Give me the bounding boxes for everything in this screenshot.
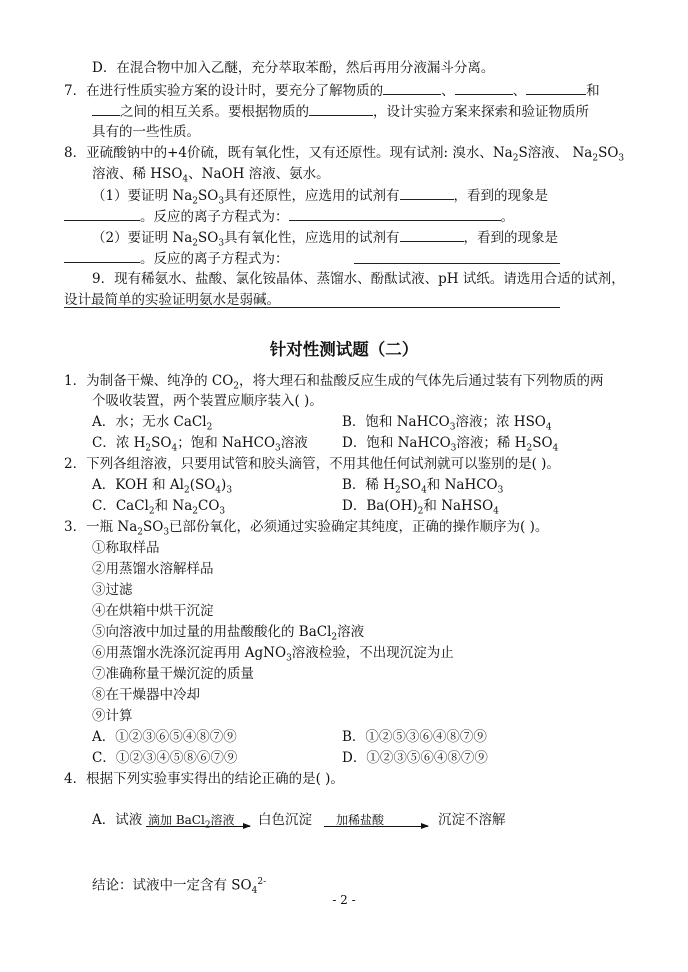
q3-step-6-text-b: 溶液检验，不出现沉淀为止: [291, 645, 454, 661]
question-8-line-1: 8．亚硫酸钠中的+4价硫，既有氧化性，又有还原性。现有试剂: 溴水、$Na_2S$溶液、 $Na_2SO_3$: [64, 145, 625, 164]
question-8-part-2-line-2: [64, 248, 289, 269]
sub: 2: [145, 443, 152, 454]
reagent-1-text-b: 溶液: [210, 813, 235, 827]
q2-option-b[interactable]: B．稀 $H_2SO_4$和 NaHCO$_3$: [342, 477, 504, 496]
blank-7[interactable]: [64, 206, 140, 221]
sup: 2-: [257, 877, 267, 887]
sub: 3: [275, 443, 281, 454]
question-9-line-1: 9．现有稀氨水、盐酸、氯化铵晶体、蒸馏水、酚酞试液、pH 试纸。请选用合适的试剂，: [92, 271, 625, 287]
q8-2-text-b: 具有氧化性，应选用的试剂有: [224, 230, 400, 246]
sub: 2: [233, 381, 240, 392]
white-precipitate: 白色沉淀: [258, 812, 312, 828]
q1-a-text: A．水；无水 CaCl: [92, 414, 207, 430]
q8-text-b2: 、NaOH 溶液、氨水。: [188, 166, 330, 182]
q1-b-text-b: 溶液；浓 H: [455, 414, 526, 430]
q7-and: 和: [586, 83, 600, 99]
q3-option-d[interactable]: D．①②③⑤⑥④⑧⑦⑨: [342, 750, 488, 766]
sub: 2: [192, 196, 198, 207]
q3-step-5-text-a: ⑤向溶液中加过量的用盐酸酸化的 BaCl: [92, 624, 332, 640]
q1-b-text-a: B．饱和 NaHCO: [342, 414, 450, 430]
reaction-arrow-1: [146, 826, 250, 827]
sub: 2: [137, 527, 143, 538]
q3-step-5-text-b: 溶液: [337, 624, 365, 640]
sub: 2: [395, 485, 401, 496]
blank-6[interactable]: [400, 185, 454, 200]
sub: 3: [450, 443, 457, 454]
question-3-stem: 3．一瓶 $Na_2SO_3$已部份氧化，必须通过实验确定其纯度，正确的操作顺序为( )。: [64, 519, 549, 538]
sub: 3: [286, 653, 292, 664]
q3-option-c[interactable]: C．①②③④⑤⑧⑥⑦⑨: [92, 750, 238, 766]
sub: 3: [226, 485, 233, 496]
q2-c-text-b: 和 Na: [154, 498, 193, 514]
sub: 2: [512, 153, 519, 164]
q8-1-text-b: 具有还原性，应选用的试剂有: [224, 188, 400, 204]
question-7-line-2: [92, 101, 589, 122]
sub: 4: [171, 443, 178, 454]
question-4-stem: 4．根据下列实验事实得出的结论正确的是( )。: [64, 771, 344, 787]
q3-step-6-text-a: ⑥用蒸馏水洗涤沉淀再用 AgNO: [92, 645, 287, 661]
question-7-line-1: 7．在进行性质实验方案的设计时，要充分了解物质的 、 、 和: [64, 80, 600, 101]
blank-10[interactable]: [64, 248, 140, 263]
sub: 3: [618, 153, 625, 164]
q3-step-2: ②用蒸馏水溶解样品: [92, 561, 214, 577]
blank-2[interactable]: [455, 80, 513, 95]
sub: 2: [526, 443, 533, 454]
q2-d-text-a: D．Ba(OH): [342, 498, 418, 514]
sub: 2: [192, 238, 198, 249]
question-8-part-1-line-2: [64, 206, 514, 227]
question-9-line-2: 设计最简单的实验证明氨水是弱碱。: [64, 292, 280, 308]
blank-3[interactable]: [526, 80, 586, 95]
q3-option-b[interactable]: B．①②⑤③⑥④⑧⑦⑨: [342, 729, 487, 745]
sub: 3: [218, 238, 225, 249]
sub: 2: [331, 632, 338, 643]
sub: 4: [493, 506, 499, 517]
blank-11[interactable]: [354, 263, 560, 264]
q2-b-text-b: 和 NaHCO: [426, 477, 498, 493]
page-number: - 2 -: [332, 893, 356, 907]
question-8-part-2: （2）要证明 $Na_2SO_3$具有氧化性，应选用的试剂有 ，看到的现象是: [92, 227, 558, 254]
q1-c-text-a: C．浓 H: [92, 435, 146, 451]
q3-step-4: ④在烘箱中烘干沉淀: [92, 603, 214, 619]
sub: 3: [497, 485, 504, 496]
precipitate-not-dissolved: 沉淀不溶解: [438, 812, 506, 828]
sub: 4: [215, 485, 222, 496]
q1-d-text-b: 溶液；稀 H: [456, 435, 527, 451]
q8-1-text-d: 。反应的离子方程式为：: [140, 209, 289, 225]
q4-option-a-label[interactable]: A．试液: [92, 812, 143, 828]
q2-a-text: A．KOH 和 Al: [92, 477, 184, 493]
q2-option-a[interactable]: A．KOH 和 $Al_2(SO_4)_3$: [92, 477, 233, 496]
q2-d-text-b: 和 NaHSO: [423, 498, 494, 514]
question-8-line-2: 溶液、稀 $HSO_4$、NaOH 溶液、氨水。: [92, 166, 330, 185]
reagent-2-label: 加稀盐酸: [336, 813, 385, 827]
sub: 4: [182, 174, 189, 185]
blank-1[interactable]: [383, 80, 441, 95]
question-7-line-3: 具有的一些性质。: [92, 124, 200, 140]
q3-step-3: ③过滤: [92, 582, 133, 598]
reaction-arrow-2: [324, 826, 428, 827]
q1-option-c[interactable]: C．浓 $H_2SO_4$；饱和 NaHCO$_3$溶液: [92, 435, 308, 454]
q1-c-text-b: ；饱和 NaHCO: [177, 435, 276, 451]
q1-text-a: 1．为制备干燥、纯净的 CO: [64, 373, 234, 389]
q7-text-b: 之间的相互关系。要根据物质的: [120, 104, 309, 120]
q7-text-c: ，设计实验方案来探索和验证物质所: [373, 104, 589, 120]
q3-text-a: 3．一瓶 Na: [64, 519, 138, 535]
period: 。: [500, 209, 514, 225]
sub: 4: [552, 443, 559, 454]
q3-step-1: ①称取样品: [92, 540, 160, 556]
q3-step-8: ⑧在干燥器中冷却: [92, 687, 200, 703]
reagent-1-label: [148, 810, 235, 835]
sub: 2: [192, 506, 198, 517]
blank-5[interactable]: [309, 101, 373, 116]
question-1-line-2: 个吸收装置，两个装置应顺序装入( )。: [92, 393, 323, 409]
q3-text-b: 已部份氧化，必须通过实验确定其纯度，正确的操作顺序为( )。: [169, 519, 549, 535]
blank-9[interactable]: [400, 227, 464, 242]
blank-8[interactable]: [289, 206, 501, 221]
sub: 2: [204, 820, 211, 831]
q2-c-text-a: C．CaCl: [92, 498, 149, 514]
q8-2-text-c: ，看到的现象是: [463, 230, 559, 246]
q8-text-a: 8．亚硫酸钠中的+4价硫，既有氧化性，又有还原性。现有试剂: 溴水、Na: [64, 145, 513, 161]
reagent-1-text-a: 滴加 BaCl: [148, 813, 205, 827]
q8-text-b1: 溶液、稀 H: [92, 166, 163, 182]
q8-text-a2: S溶液、 Na: [518, 145, 593, 161]
sub: 2: [417, 506, 424, 517]
q2-option-c[interactable]: C．CaCl$_2$和 $Na_2CO_3$: [92, 498, 226, 517]
q8-1-text-c: ，看到的现象是: [453, 188, 549, 204]
q1-c-text-c: 溶液: [280, 435, 308, 451]
q3-step-9: ⑨计算: [92, 708, 133, 724]
sub: 2: [592, 153, 599, 164]
q8-1-text-a: （1）要证明 Na: [92, 188, 193, 204]
sub: 3: [163, 527, 170, 538]
sub: 2: [206, 422, 213, 433]
sub: 4: [421, 485, 427, 496]
q8-2-text-a: （2）要证明 Na: [92, 230, 193, 246]
q1-d-text-a: D．饱和 NaHCO: [342, 435, 451, 451]
q2-b-text-a: B．稀 H: [342, 477, 395, 493]
sub: 3: [218, 196, 225, 207]
answer-line[interactable]: [64, 307, 560, 308]
q1-option-d[interactable]: D．饱和 NaHCO$_3$溶液；稀 $H_2SO_4$: [342, 435, 559, 454]
sub: 4: [251, 886, 258, 897]
sub: 2: [183, 485, 190, 496]
q1-text-b: ，将大理石和盐酸反应生成的气体先后通过装有下列物质的两: [239, 373, 604, 389]
option-d-text: D．在混合物中加入乙醚，充分萃取苯酚，然后再用分液漏斗分离。: [92, 60, 495, 76]
question-8-part-1: （1）要证明 $Na_2SO_3$具有还原性，应选用的试剂有 ，看到的现象是: [92, 185, 548, 212]
blank-4[interactable]: [92, 101, 120, 116]
sub: 3: [449, 422, 456, 433]
q1-option-b[interactable]: B．饱和 NaHCO$_3$溶液；浓 $HSO_4$: [342, 414, 552, 433]
q7-text-a: 7．在进行性质实验方案的设计时，要充分了解物质的: [64, 83, 384, 99]
q3-option-a[interactable]: A．①②③⑥⑤④⑧⑦⑨: [92, 729, 237, 745]
sub: 3: [219, 506, 226, 517]
sub: 4: [545, 422, 552, 433]
conclusion-text: 结论：试液中一定含有 SO: [92, 877, 252, 894]
question-2-stem: 2．下列各组溶液，只要用试管和胶头滴管，不用其他任何试剂就可以鉴别的是( )。: [64, 456, 560, 472]
section-title: 针对性测试题（二）: [269, 340, 419, 359]
sub: 2: [148, 506, 155, 517]
q8-2-text-d: 。反应的离子方程式为：: [140, 251, 289, 267]
q3-step-7: ⑦准确称量干燥沉淀的质量: [92, 666, 254, 682]
